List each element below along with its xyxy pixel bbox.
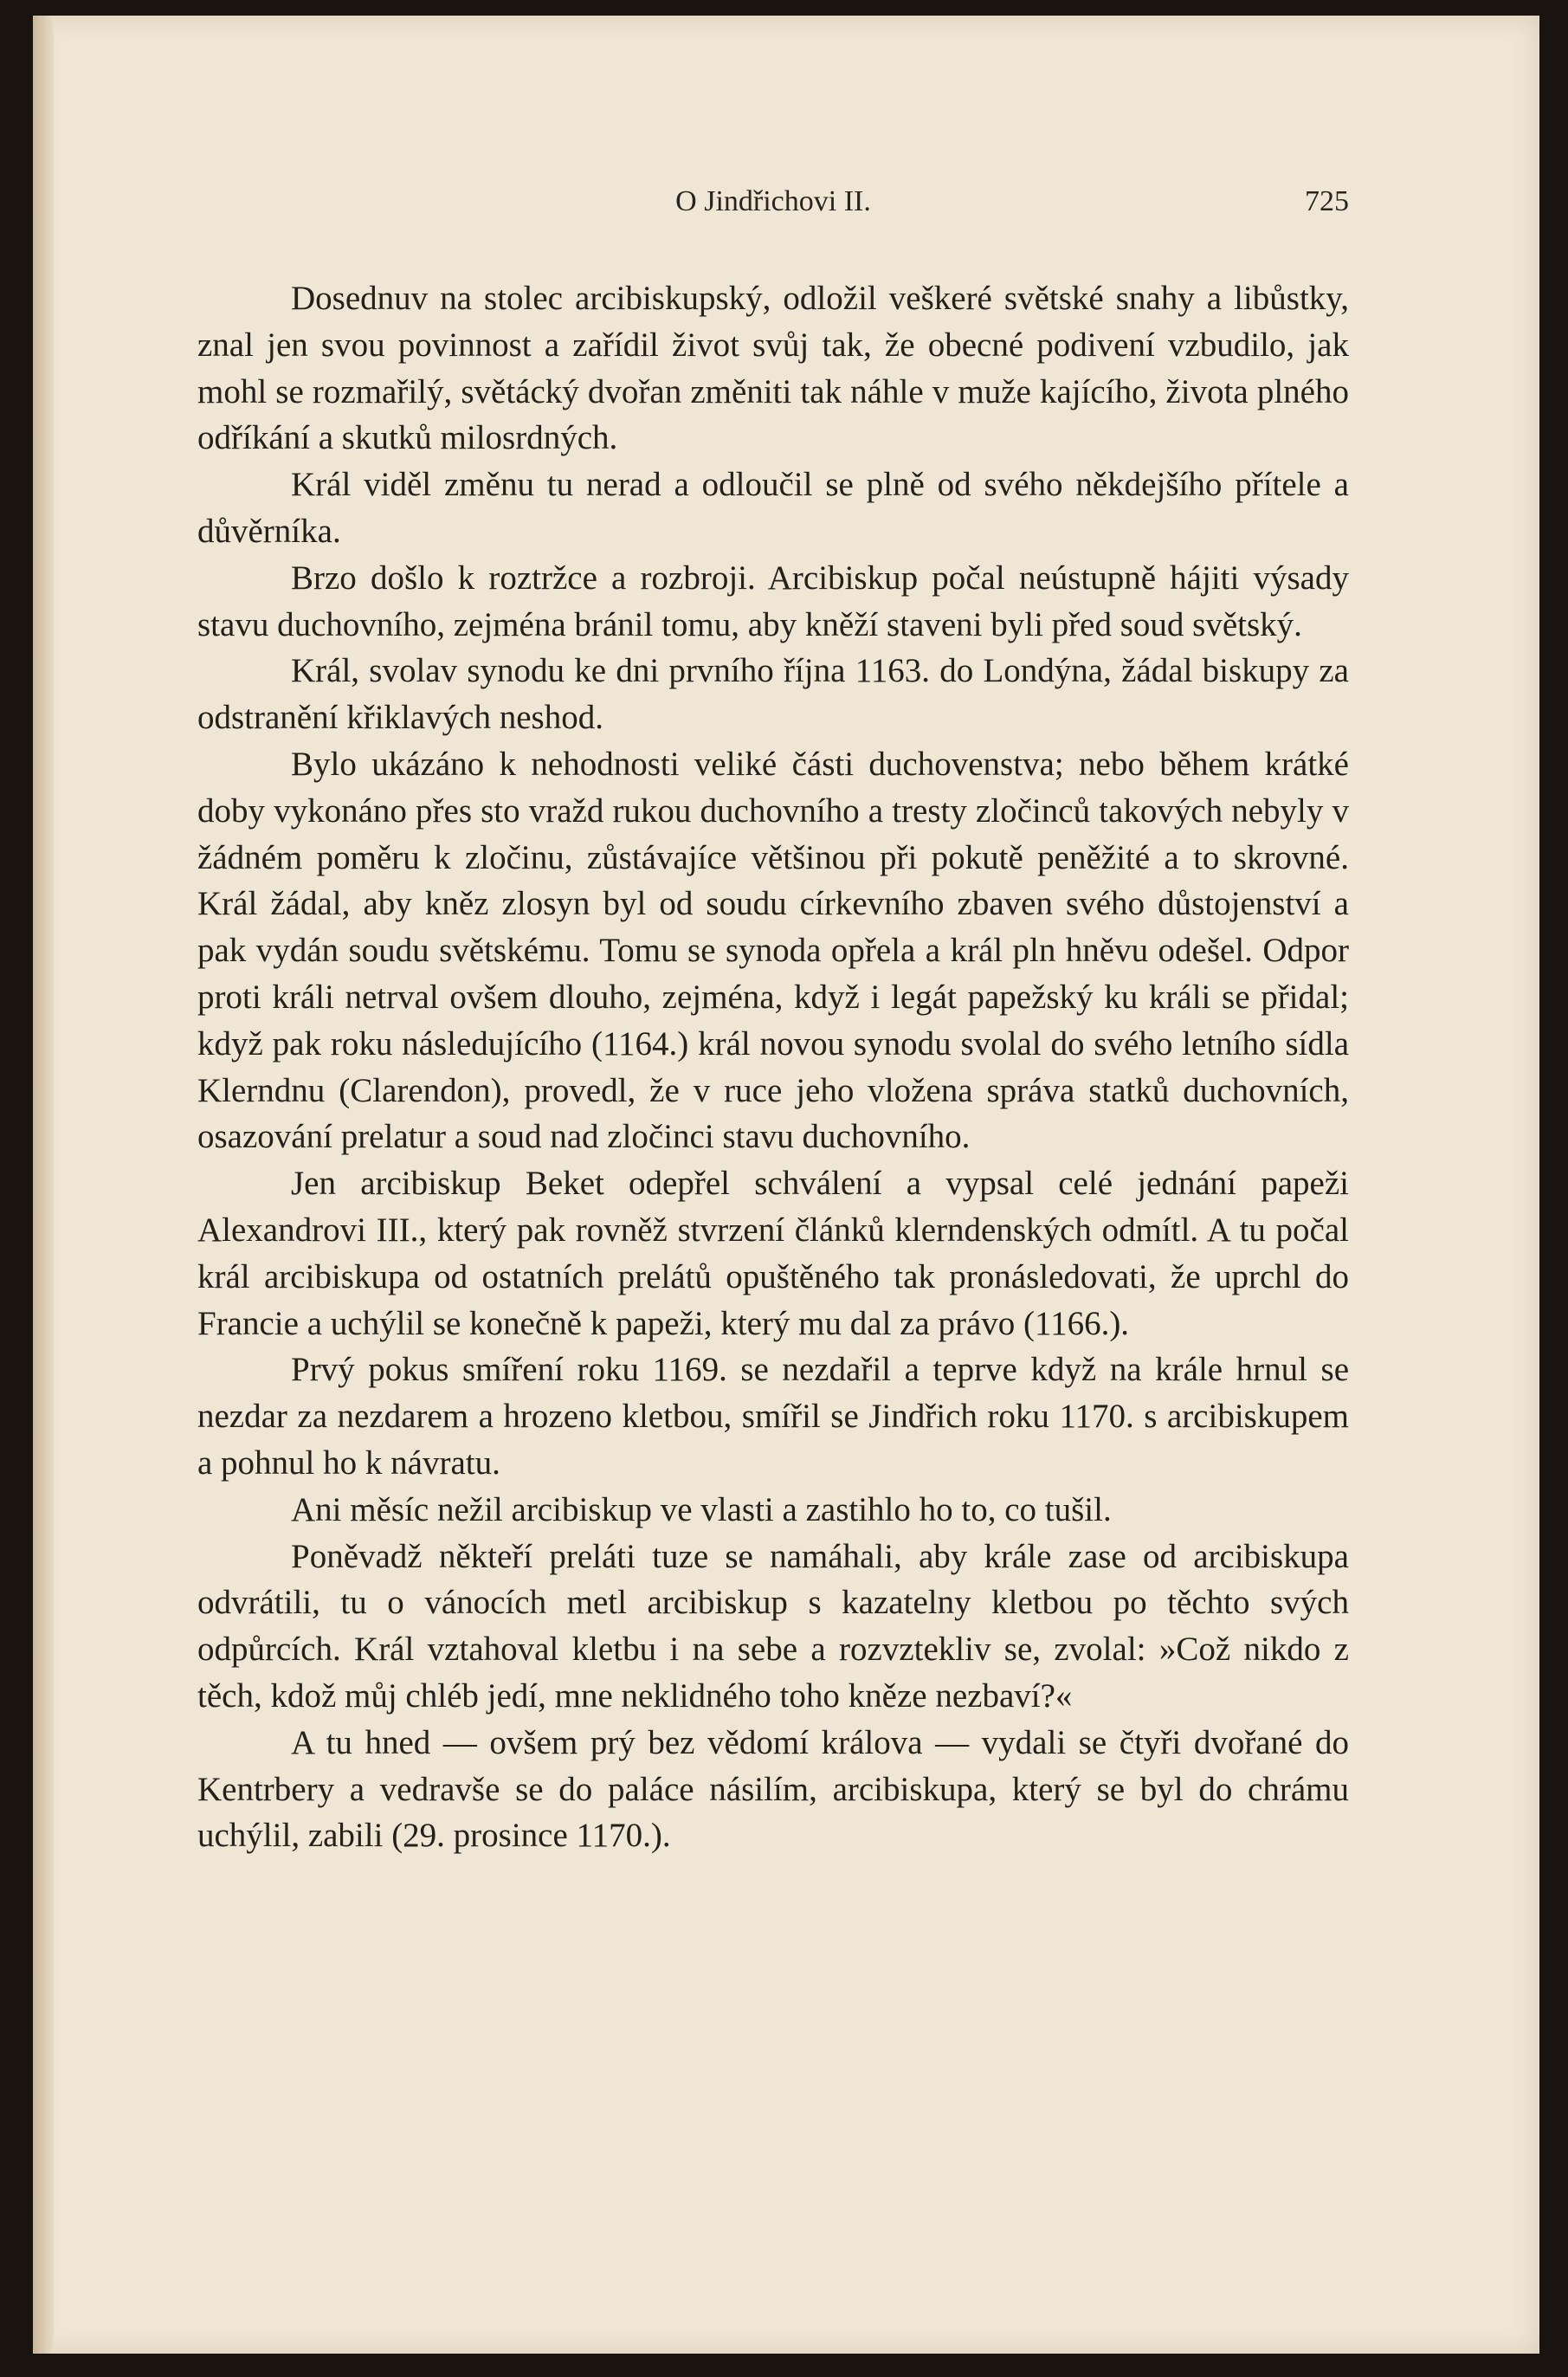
body-text [197, 275, 1349, 1859]
paragraph-3: Brzo došlo k roztržce a rozbroji. Arcibiskup počal neústupně hájiti výsady stavu duchovního, zejména bránil tomu, aby kněží staveni byli před soud světský. [197, 559, 1349, 643]
paragraph-5: Bylo ukázáno k nehodnosti veliké části duchovenstva; nebo během krátké doby vykonáno přes sto vražd rukou duchovního a tresty zločinců takových nebyly v žádném poměru k zločinu, zůstávajíce většinou při pokutě peněžité a to skrovné. Král žádal, aby kněz zlosyn byl od soudu církevního zbaven svého důstojenství a pak vydán soudu světskému. Tomu se synoda opřela a král pln hněvu odešel. Odpor proti králi netrval ovšem dlouho, zejména, když i legát papežský ku králi se přidal; když pak roku následujícího (1164.) král novou synodu svolal do svého letního sídla Klerndnu (Clarendon), provedl, že v ruce jeho vložena správa statků duchovních, osazování prelatur a soud nad zločinci stavu duchovního. [197, 745, 1349, 1156]
paragraph-2: Král viděl změnu tu nerad a odloučil se plně od svého někdejšího přítele a důvěrníka. [197, 466, 1349, 550]
running-title: O Jindřichovi II. [675, 185, 871, 217]
paragraph-9: Poněvadž někteří preláti tuze se namáhali, aby krále zase od arcibiskupa odvrátili, tu o vánocích metl arcibiskup s kazatelny kletbou po těchto svých odpůrcích. Král vztahoval kletbu i na sebe a rozvztekliv se, zvolal: »Což nikdo z těch, kdož můj chléb jedí, mne neklidného toho kněze nezbaví?« [197, 1537, 1349, 1715]
paragraph-10: A tu hned — ovšem prý bez vědomí králova — vydali se čtyři dvořané do Kentrbery a vedravše se do paláce násilím, arcibiskupa, který se byl do chrámu uchýlil, zabili (29. prosince 1170.). [197, 1723, 1349, 1855]
book-page [33, 16, 1539, 2354]
paragraph-7: Prvý pokus smíření roku 1169. se nezdařil a teprve když na krále hrnul se nezdar za nezdarem a hrozeno kletbou, smířil se Jindřich roku 1170. s arcibiskupem a pohnul ho k návratu. [197, 1351, 1349, 1482]
paragraph-1: Dosednuv na stolec arcibiskupský, odložil veškeré světské snahy a libůstky, znal jen svou povinnost a zařídil život svůj tak, že obecné podivení vzbudilo, jak mohl se rozmařilý, světácký dvořan změniti tak náhle v muže kajícího, života plného odříkání a skutků milosrdných. [197, 280, 1349, 457]
page-spine-shadow [33, 16, 54, 2354]
paragraph-4: Král, svolav synodu ke dni prvního října 1163. do Londýna, žádal biskupy za odstranění křiklavých neshod. [197, 652, 1349, 737]
page-number: 725 [1305, 185, 1349, 217]
running-head [197, 185, 1349, 229]
paragraph-6: Jen arcibiskup Beket odepřel schválení a vypsal celé jednání papeži Alexandrovi III., který pak rovněž stvrzení článků klerndenských odmítl. A tu počal král arcibiskupa od ostatních prelátů opuštěného tak pronásledovati, že uprchl do Francie a uchýlil se konečně k papeži, který mu dal za právo (1166.). [197, 1165, 1349, 1342]
paragraph-8: Ani měsíc nežil arcibiskup ve vlasti a zastihlo ho to, co tušil. [291, 1490, 1112, 1528]
